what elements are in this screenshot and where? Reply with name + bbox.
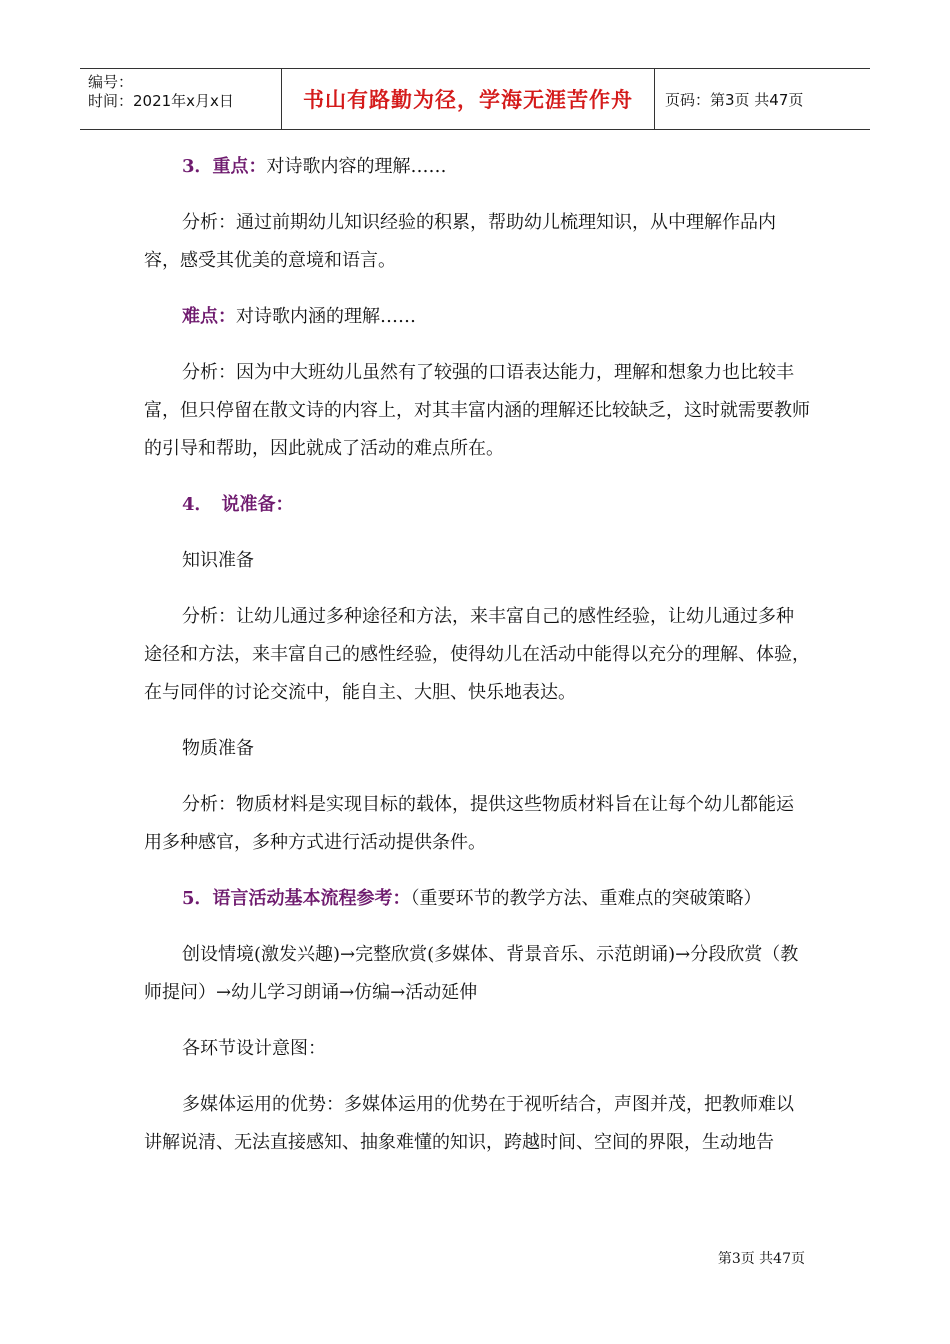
paragraph: 分析：通过前期幼儿知识经验的积累，帮助幼儿梳理知识，从中理解作品内容，感受其优美的意境和语言。 [144, 212, 776, 271]
section-heading-4: 4． 说准备： [182, 494, 294, 515]
section-title: 5．语言活动基本流程参考： [182, 888, 411, 909]
document-body [144, 148, 810, 1162]
section-text: 对诗歌内容的理解…… [266, 156, 447, 177]
paragraph: 分析：让幼儿通过多种途径和方法，来丰富自己的感性经验，让幼儿通过多种途径和方法，来丰富自己的感性经验，使得幼儿在活动中能得以充分的理解、体验，在与同伴的讨论交流中，能自主、大胆、快乐地表达。 [144, 606, 810, 703]
section-note: （重要环节的教学方法、重难点的突破策略） [410, 888, 762, 909]
section-label: 重点： [212, 156, 267, 177]
paragraph: 分析：物质材料是实现目标的载体，提供这些物质材料旨在让每个幼儿都能运用多种感官，多种方式进行活动提供条件。 [144, 794, 794, 853]
header-page-cell [655, 69, 870, 129]
section-heading-3 [144, 148, 810, 186]
header-page-label: 页码：第3页 共47页 [665, 90, 804, 109]
header-motto: 书山有路勤为径，学海无涯苦作舟 [303, 88, 633, 112]
paragraph: 分析：因为中大班幼儿虽然有了较强的口语表达能力，理解和想象力也比较丰富，但只停留在散文诗的内容上，对其丰富内涵的理解还比较缺乏，这时就需要教师的引导和帮助，因此就成了活动的难点所在。 [144, 362, 810, 459]
section-heading-5 [144, 880, 810, 918]
header-meta [80, 69, 282, 129]
page-footer: 第3页 共47页 [717, 1251, 805, 1267]
page-header [80, 68, 870, 130]
document-number-label: 编号： [88, 73, 134, 91]
difficulty-heading [144, 298, 810, 336]
difficulty-text: 对诗歌内涵的理解…… [236, 306, 416, 327]
section-number: 3． [182, 156, 213, 177]
paragraph: 多媒体运用的优势：多媒体运用的优势在于视听结合，声图并茂，把教师难以讲解说清、无法直接感知、抽象难懂的知识，跨越时间、空间的界限，生动地告 [144, 1094, 794, 1153]
difficulty-label: 难点： [182, 306, 236, 327]
document-time-label: 时间：2021年x月x日 [88, 92, 234, 110]
subheading-materials: 物质准备 [182, 738, 254, 759]
subheading-design-intent: 各环节设计意图： [182, 1038, 326, 1059]
subheading-knowledge: 知识准备 [182, 550, 254, 571]
header-motto-cell [282, 69, 655, 129]
paragraph-flow: 创设情境(激发兴趣)→完整欣赏(多媒体、背景音乐、示范朗诵)→分段欣赏（教师提问）→幼儿学习朗诵→仿编→活动延伸 [144, 944, 799, 1003]
